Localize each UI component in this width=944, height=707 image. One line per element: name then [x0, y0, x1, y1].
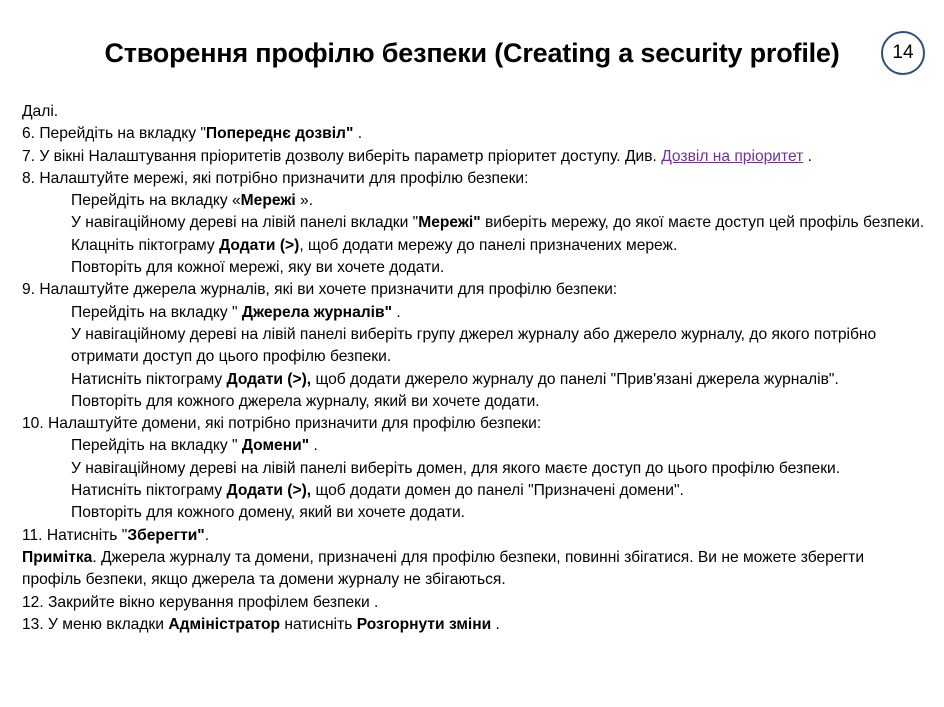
line-text: .	[491, 615, 500, 633]
instruction-line	[22, 235, 927, 257]
line-text: 7. У вікні Налаштування пріоритетів дозволу виберіть параметр пріоритет доступу. Див.	[22, 147, 662, 165]
bold-term: Додати (>),	[226, 482, 312, 500]
line-text: щоб додати джерело журналу до панелі "Прив'язані джерела журналів".	[311, 370, 839, 388]
instruction-line	[22, 101, 927, 123]
instruction-line	[22, 190, 927, 212]
instruction-line	[22, 391, 927, 413]
line-text: Клацніть піктограму	[71, 236, 220, 254]
bold-term: Додати (>),	[226, 370, 312, 388]
instruction-line	[22, 168, 927, 190]
line-text: .	[353, 125, 363, 143]
line-text: У навігаційному дереві на лівій панелі виберіть домен, для якого маєте доступ до цього профілю безпеки.	[71, 459, 841, 477]
instructions-body	[22, 101, 927, 636]
line-text: .	[309, 437, 318, 455]
line-text: Перейдіть на вкладку "	[71, 303, 242, 321]
line-text: Натисніть піктограму	[71, 482, 227, 500]
priority-permission-link[interactable]: Дозвіл на пріоритет	[661, 147, 804, 165]
instruction-line	[22, 480, 927, 502]
bold-term: Розгорнути зміни	[356, 615, 492, 633]
bold-term: Джерела журналів"	[241, 303, 392, 321]
line-text: Перейдіть на вкладку «	[71, 192, 241, 210]
line-text: 10. Налаштуйте домени, які потрібно призначити для профілю безпеки:	[22, 415, 542, 433]
instruction-line	[22, 413, 927, 435]
instruction-line	[22, 212, 927, 234]
line-text: щоб додати домен до панелі "Призначені домени".	[311, 482, 684, 500]
line-text: . Джерела журналу та домени, призначені для профілю безпеки, повинні збігатися. Ви не можете зберегти профіль безпеки, якщо джерела та домени журналу не збігаються.	[22, 548, 865, 589]
instruction-line	[22, 302, 927, 324]
bold-term: Мережі"	[418, 214, 481, 232]
line-text: Натисніть піктограму	[71, 370, 227, 388]
line-text: .	[391, 303, 401, 321]
instruction-line	[22, 435, 927, 457]
line-text: 6. Перейдіть на вкладку "	[22, 125, 206, 143]
instruction-line	[22, 257, 927, 279]
bold-term: Мережі	[240, 192, 296, 210]
line-text: У навігаційному дереві на лівій панелі вкладки "	[71, 214, 419, 232]
bold-term: Додати (>)	[219, 236, 300, 254]
line-text: У навігаційному дереві на лівій панелі виберіть групу джерел журналу або джерело журналу, до якого потрібно отримати доступ до цього профілю безпеки.	[71, 325, 877, 366]
line-text: 9. Налаштуйте джерела журналів, які ви хочете призначити для профілю безпеки:	[22, 281, 618, 299]
instruction-line	[22, 324, 927, 369]
page-number: 14	[892, 42, 914, 63]
line-text: натисніть	[280, 615, 357, 633]
instruction-line	[22, 146, 927, 168]
line-text: Повторіть для кожного джерела журналу, який ви хочете додати.	[71, 392, 540, 410]
line-text: , щоб додати мережу до панелі призначених мереж.	[299, 236, 678, 254]
instruction-line	[22, 502, 927, 524]
instruction-line	[22, 458, 927, 480]
instruction-line	[22, 614, 927, 636]
line-text: .	[803, 147, 812, 165]
line-text: 12. Закрийте вікно керування профілем безпеки .	[22, 593, 379, 611]
instruction-line	[22, 547, 927, 592]
line-text: 11. Натисніть "	[22, 526, 128, 544]
slide-title: Створення профілю безпеки (Creating a security profile)	[104, 38, 840, 68]
bold-term: Попереднє дозвіл"	[205, 125, 354, 143]
instruction-line	[22, 369, 927, 391]
line-text: Повторіть для кожного домену, який ви хочете додати.	[71, 504, 465, 522]
line-text: .	[204, 526, 210, 544]
page-number-badge	[881, 31, 925, 75]
bold-term: Домени"	[241, 437, 310, 455]
line-text: 13. У меню вкладки	[22, 615, 169, 633]
line-text: Повторіть для кожної мережі, яку ви хочете додати.	[71, 259, 445, 277]
instruction-line	[22, 592, 927, 614]
instruction-line	[22, 123, 927, 145]
bold-term: Адміністратор	[168, 615, 281, 633]
line-text: ».	[295, 192, 314, 210]
line-text: Перейдіть на вкладку "	[71, 437, 242, 455]
instruction-line	[22, 525, 927, 547]
instruction-line	[22, 279, 927, 301]
bold-term: Примітка	[22, 548, 93, 566]
line-text: Далі.	[22, 103, 59, 120]
bold-term: Зберегти"	[127, 526, 205, 544]
line-text: виберіть мережу, до якої маєте доступ цей профіль безпеки.	[480, 214, 925, 232]
line-text: 8. Налаштуйте мережі, які потрібно призначити для профілю безпеки:	[22, 169, 529, 187]
